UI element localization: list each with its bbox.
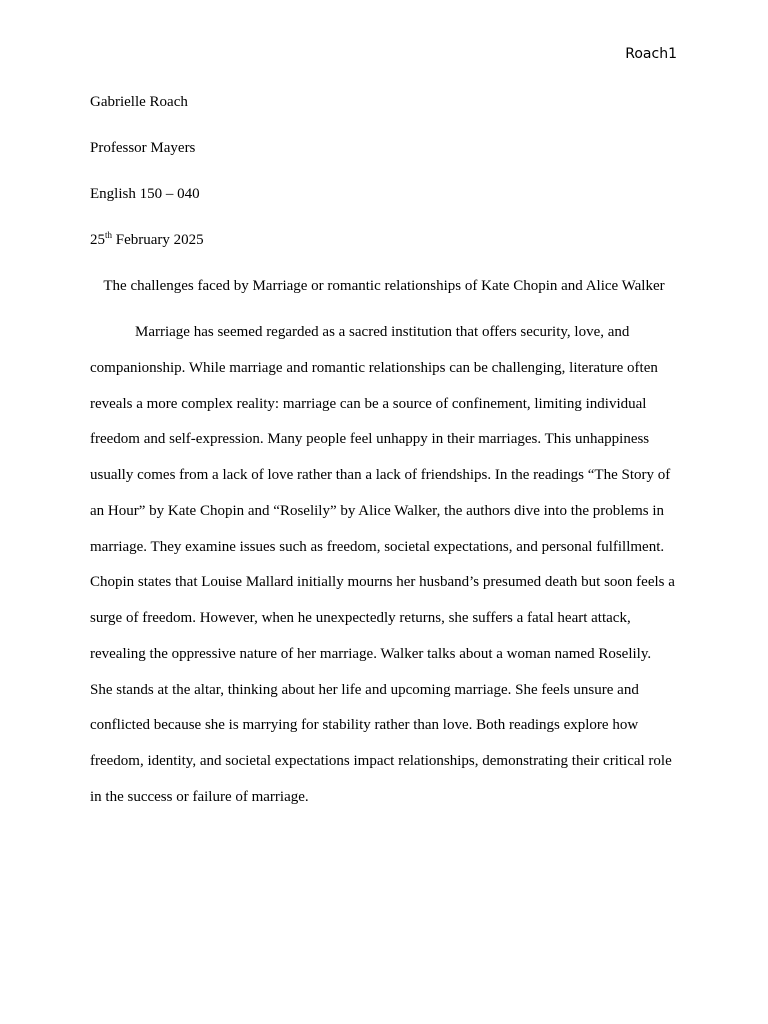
essay-title: The challenges faced by Marriage or romantic relationships of Kate Chopin and Alice Walker xyxy=(103,278,665,294)
body-line: freedom and self-expression. Many people feel unhappy in their marriages. This unhappiness xyxy=(90,431,650,448)
body-line: marriage. They examine issues such as freedom, societal expectations, and personal fulfillment. xyxy=(90,538,665,555)
body-line: Chopin states that Louise Mallard initially mourns her husband’s presumed death but soon feels a xyxy=(90,574,675,591)
body-line: usually comes from a lack of love rather than a lack of friendships. In the readings “The Story of xyxy=(90,467,671,483)
body-line: companionship. While marriage and romantic relationships can be challenging, literature often xyxy=(90,359,658,376)
body-line: reveals a more complex reality: marriage can be a source of confinement, limiting individual xyxy=(90,395,647,412)
body-line: Marriage has seemed regarded as a sacred institution that offers security, love, and xyxy=(135,324,630,340)
body-line: surge of freedom. However, when he unexpectedly returns, she suffers a fatal heart attack, xyxy=(90,610,631,626)
page-header-label: Roach1 xyxy=(625,46,677,62)
body-line: an Hour” by Kate Chopin and “Roselily” by Alice Walker, the authors dive into the problems in xyxy=(90,502,665,519)
date-rest: February 2025 xyxy=(112,232,204,248)
body-line: in the success or failure of marriage. xyxy=(90,788,309,805)
instructor-name: Professor Mayers xyxy=(90,140,196,156)
date-line xyxy=(90,230,204,250)
body-line: She stands at the altar, thinking about her life and upcoming marriage. She feels unsure and xyxy=(90,681,639,698)
body-line: conflicted because she is marrying for stability rather than love. Both readings explore how xyxy=(90,717,639,734)
author-name: Gabrielle Roach xyxy=(90,94,188,110)
body-paragraph xyxy=(90,322,678,823)
body-line: revealing the oppressive nature of her marriage. Walker talks about a woman named Roselily. xyxy=(90,645,652,662)
date-day: 25 xyxy=(90,232,105,248)
body-line: freedom, identity, and societal expectations impact relationships, demonstrating their critical role xyxy=(90,753,672,769)
date-ordinal: th xyxy=(105,230,113,240)
course-name: English 150 – 040 xyxy=(90,186,200,202)
